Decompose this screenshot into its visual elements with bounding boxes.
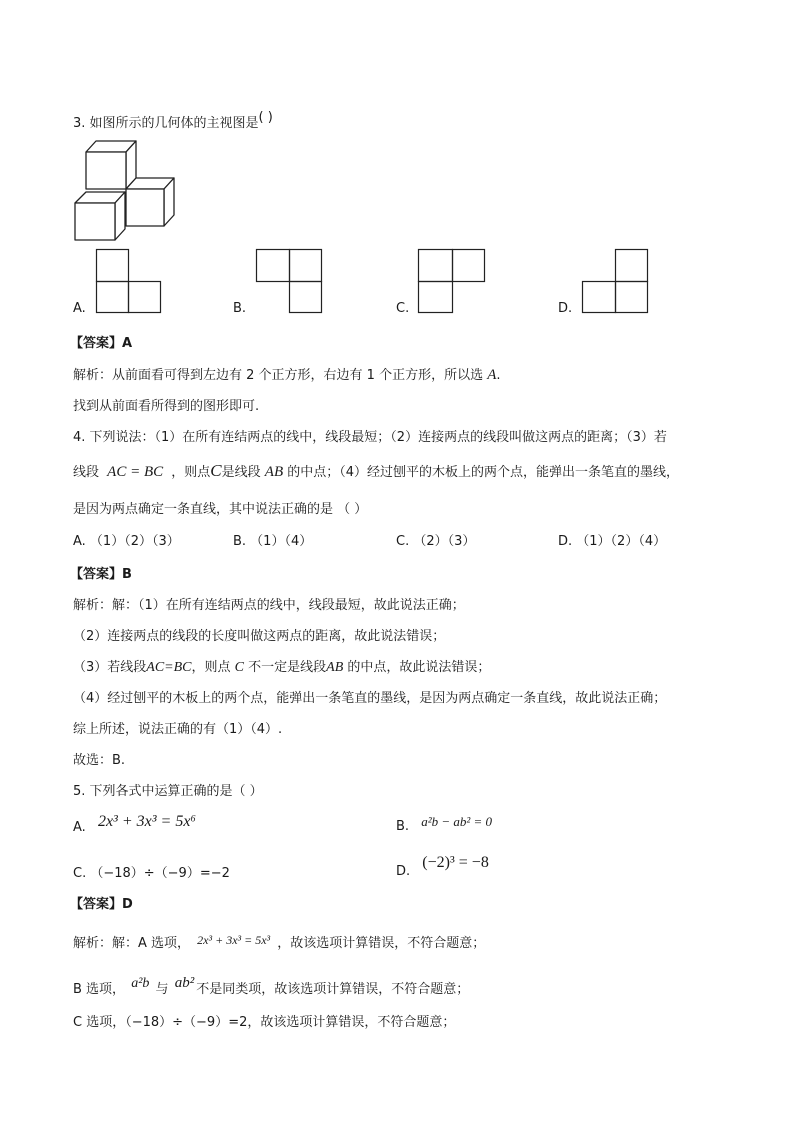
q3-option-a-label: A. [73, 301, 86, 316]
q5-explanation-2: B 选项， a²b 与 ab² 不是同类项，故该选项计算错误，不符合题意； [73, 975, 470, 997]
q4-stem-line3: 是因为两点确定一条直线，其中说法正确的是 （ ） [73, 502, 368, 517]
q3-option-b-label: B. [233, 301, 247, 316]
q4-option-d: D. （1）（2）（4） [558, 534, 667, 549]
q4-option-a: A. （1）（2）（3） [73, 534, 180, 549]
q4-option-b: B. （1）（4） [233, 534, 313, 549]
q5-stem: 5. 下列各式中运算正确的是（ ） [73, 784, 263, 799]
q5-explanation-3: C 选项，（−18）÷（−9）=2，故该选项计算错误，不符合题意； [73, 1015, 456, 1030]
q4-explanation-3: （3）若线段AC=BC，则点 C 不一定是线段AB 的中点，故此说法错误； [73, 660, 491, 675]
q4-explanation-1: 解析：解：（1）在所有连结两点的线中，线段最短，故此说法正确； [73, 598, 465, 613]
q3-option-c-figure [418, 249, 486, 313]
q3-option-c-label: C. [396, 301, 410, 316]
q4-option-c: C. （2）（3） [396, 534, 476, 549]
q5-option-d: D. (−2)³ = −8 [396, 854, 489, 879]
q3-option-a-figure [96, 249, 162, 313]
q3-option-d-figure [582, 249, 649, 313]
q3-stem: 3. 如图所示的几何体的主视图是( ) [73, 110, 273, 131]
q5-answer: 【答案】D [70, 897, 133, 912]
q4-explanation-2: （2）连接两点的线段的长度叫做这两点的距离，故此说法错误； [73, 629, 446, 644]
q3-answer-paren: ( ) [258, 110, 273, 125]
q4-answer: 【答案】B [70, 567, 132, 582]
q4-explanation-4: （4）经过刨平的木板上的两个点，能弹出一条笔直的墨线，是因为两点确定一条直线，故此说法正确； [73, 691, 667, 706]
q5-option-a: A. 2x³ + 3x³ = 5x⁶ [73, 813, 196, 835]
q4-stem-line2: 线段 AC = BC ，则点C是线段 AB 的中点；（4）经过刨平的木板上的两个点，能弹出一条笔直的墨线， [73, 461, 680, 480]
q3-answer: 【答案】A [70, 336, 133, 351]
q5-option-c: C. （−18）÷（−9）=−2 [73, 866, 230, 881]
q5-option-b: B. a²b − ab² = 0 [396, 814, 493, 834]
q3-explanation-2: 找到从前面看所得到的图形即可. [73, 399, 260, 414]
q4-stem-line1: 4. 下列说法：（1）在所有连结两点的线中，线段最短；（2）连接两点的线段叫做这两点的距离；（3）若 [73, 430, 667, 445]
q3-explanation-1: 解析：从前面看可得到左边有 2 个正方形，右边有 1 个正方形，所以选 A. [73, 367, 501, 383]
q3-solid-figure [70, 138, 180, 244]
q4-explanation-5: 综上所述，说法正确的有（1）（4）. [73, 722, 283, 737]
q3-option-b-figure [256, 249, 323, 313]
q3-option-d-label: D. [558, 301, 573, 316]
q4-explanation-6: 故选：B. [73, 753, 126, 768]
q5-explanation-1: 解析：解：A 选项， 2x³ + 3x³ = 5x³ ，故该选项计算错误，不符合题意； [73, 933, 486, 951]
